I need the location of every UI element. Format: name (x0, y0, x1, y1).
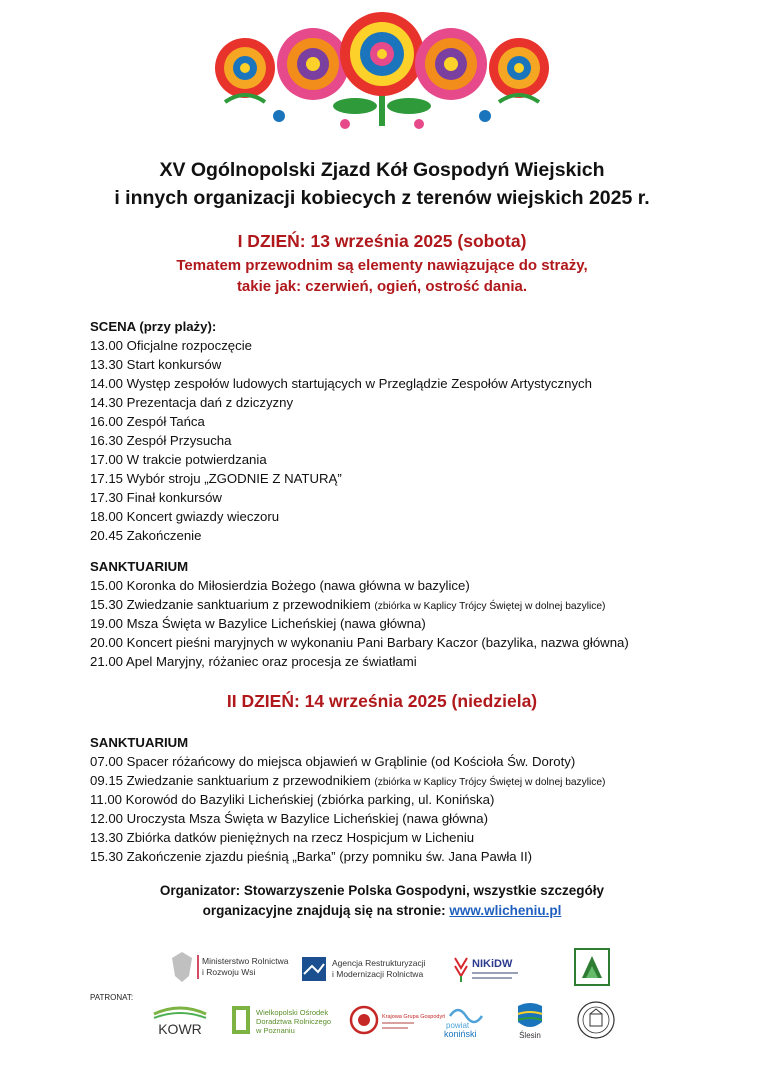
ministry-name-line2: i Rozwoju Wsi (202, 967, 256, 977)
day1-theme-line2: takie jak: czerwień, ogień, ostrość dania. (236, 278, 528, 295)
green-emblem-logo (574, 948, 610, 986)
wodr-logo (230, 1004, 330, 1036)
powiat-name-line1: powiat (446, 1021, 470, 1030)
event-title-line2: i innych organizacji kobiecych z terenów wiejskich 2025 r. (114, 187, 650, 209)
day2-heading: II DZIEŃ: 14 września 2025 (niedziela) (226, 691, 538, 711)
organizer-line2 (0, 901, 764, 921)
kgw-name: Krajowa Grupa Gospodyń (382, 1014, 446, 1020)
list-item: 19.00 Msza Święta w Bazylice Licheńskiej (nawa główna) (90, 616, 426, 631)
list-item-main: 09.15 Zwiedzanie sanktuarium z przewodnikiem (90, 773, 375, 788)
list-item: 17.00 W trakcie potwierdzania (90, 452, 267, 467)
flower-far-left (215, 38, 275, 102)
list-item: 11.00 Korowód do Bazyliki Licheńskiej (zbiórka parking, ul. Konińska) (90, 792, 495, 807)
list-item-note: (zbiórka w Kaplicy Trójcy Świętej w dolnej bazylice) (374, 601, 606, 612)
sanktuarium-heading: SANKTUARIUM (90, 559, 189, 574)
list-item: 16.00 Zespół Tańca (90, 414, 205, 429)
list-item: 15.30 Zakończenie zjazdu pieśnią „Barka” (przy pomniku św. Jana Pawła II) (90, 849, 532, 864)
list-item: 20.00 Koncert pieśni maryjnych w wykonaniu Pani Barbary Kaczor (bazylika, nazwa główna) (90, 635, 629, 650)
list-item: 12.00 Uroczysta Msza Święta w Bazylice Licheńskiej (nawa główna) (90, 811, 488, 826)
wodr-name-line1: Wielkopolski Ośrodek (256, 1008, 329, 1017)
event-title-line1: XV Ogólnopolski Zjazd Kół Gospodyń Wiejskich (159, 159, 605, 181)
website-link[interactable]: www.wlicheniu.pl (449, 903, 562, 918)
day1-theme-line1: Tematem przewodnim są elementy nawiązujące do straży, (176, 257, 588, 274)
slesin-name: Ślesin (519, 1031, 541, 1040)
ministry-name-line1: Ministerstwo Rolnictwa (202, 956, 289, 966)
list-item-note: (zbiórka w Kaplicy Trójcy Świętej w dolnej bazylice) (374, 777, 606, 788)
list-item (90, 595, 690, 614)
powiat-koninski-logo (440, 1000, 490, 1040)
patronat-label: PATRONAT: (90, 993, 134, 1002)
flower-far-right (489, 38, 549, 102)
slesin-logo (512, 1000, 548, 1042)
day1-sanktuarium-schedule (90, 557, 690, 671)
list-item: 21.00 Apel Maryjny, różaniec oraz procesja ze światłami (90, 654, 417, 669)
list-item-main: 15.30 Zwiedzanie sanktuarium z przewodnikiem (90, 597, 375, 612)
flower-right (415, 28, 487, 100)
list-item: 20.45 Zakończenie (90, 528, 202, 543)
flower-left (277, 28, 349, 100)
organizer-line1: Organizator: Stowarzyszenie Polska Gospodyni, wszystkie szczegóły (159, 883, 605, 898)
list-item (90, 771, 690, 790)
nikidw-name: NIKiDW (472, 958, 513, 970)
wodr-name-line3: w Poznaniu (256, 1026, 295, 1035)
arimr-name-line2: i Modernizacji Rolnictwa (332, 969, 424, 979)
list-item: 16.30 Zespół Przysucha (90, 433, 232, 448)
list-item: 18.00 Koncert gwiazdy wieczoru (90, 509, 280, 524)
kowr-logo (150, 1002, 210, 1038)
list-item: 17.30 Finał konkursów (90, 490, 222, 505)
powiat-name-line2: koniński (444, 1029, 477, 1039)
list-item: 07.00 Spacer różańcowy do miejsca objawień w Grąblinie (od Kościoła Św. Doroty) (90, 754, 576, 769)
list-item: 17.15 Wybór stroju „ZGODNIE Z NATURĄ” (90, 471, 342, 486)
sanktuarium-heading: SANKTUARIUM (90, 735, 189, 750)
organizer-text: organizacyjne znajdują się na stronie: (202, 903, 450, 918)
folk-flower-banner (205, 6, 560, 134)
list-item: 13.30 Zbiórka datków pieniężnych na rzecz Hospicjum w Licheniu (90, 830, 475, 845)
scena-heading: SCENA (przy plaży): (90, 319, 217, 334)
kgw-logo (350, 1002, 446, 1038)
wodr-name-line2: Doradztwa Rolniczego (256, 1017, 332, 1026)
day1-heading: I DZIEŃ: 13 września 2025 (sobota) (237, 231, 527, 251)
scena-schedule (90, 317, 690, 545)
day2-sanktuarium-schedule (90, 733, 690, 866)
list-item: 13.30 Start konkursów (90, 357, 222, 372)
list-item: 14.30 Prezentacja dań z dziczyzny (90, 395, 294, 410)
sanktuarium-seal-logo (576, 1000, 616, 1040)
list-item: 13.00 Oficjalne rozpoczęcie (90, 338, 253, 353)
list-item: 14.00 Występ zespołów ludowych startujących w Przeglądzie Zespołów Artystycznych (90, 376, 592, 391)
ministry-logo (168, 950, 289, 984)
nikidw-logo (452, 952, 522, 984)
kowr-name: KOWR (158, 1021, 202, 1037)
list-item: 15.00 Koronka do Miłosierdzia Bożego (nawa główna w bazylice) (90, 578, 470, 593)
arimr-name-line1: Agencja Restrukturyzacji (332, 958, 426, 968)
arimr-logo (300, 954, 430, 984)
